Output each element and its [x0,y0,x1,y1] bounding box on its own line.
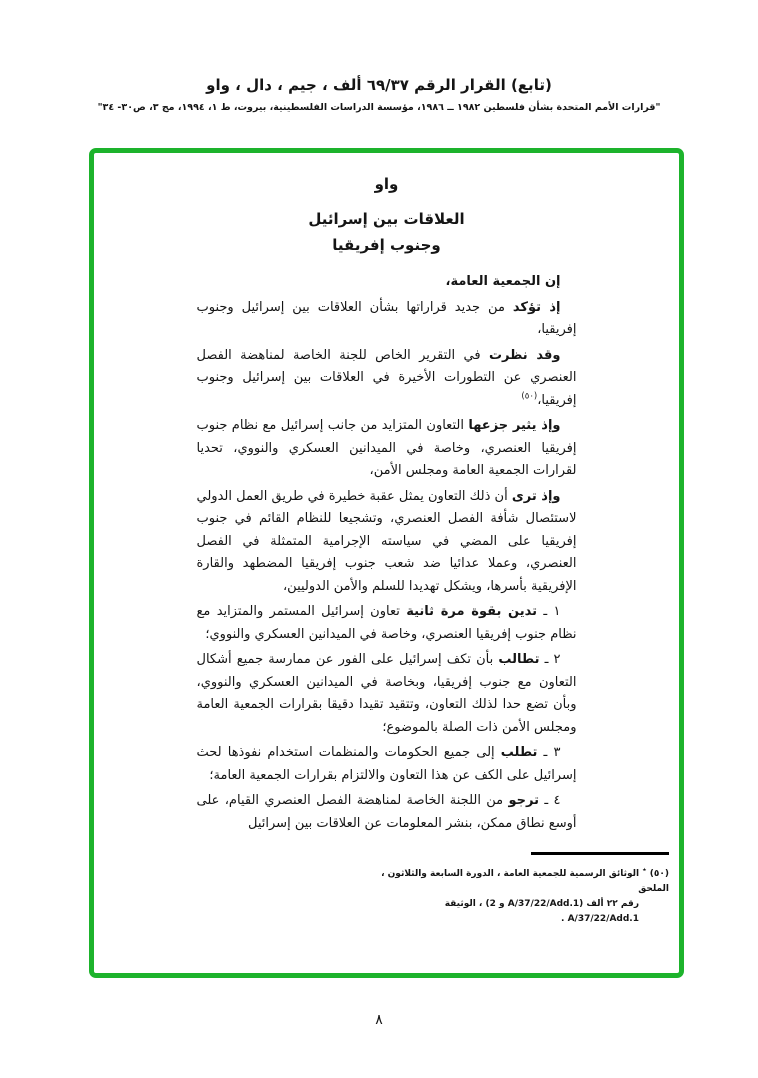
paragraph-lead: إذ تؤكد [512,299,561,315]
item-text: إلى جميع الحكومات والمنظمات استخدام نفوذها لحث إسرائيل على الكف عن هذا التعاون والالتزام بقرارات الجمعية العامة؛ [196,745,577,783]
resolution-body [197,271,577,835]
footnote-separator [531,852,669,855]
item-number: ٤ ـ [544,793,561,808]
preamble-paragraph-2 [197,345,577,413]
footnote [377,852,669,927]
item-lead: تطالب [498,652,540,667]
item-lead: تطلب [500,745,538,760]
section-title-line-2: وجنوب إفريقيا [332,236,441,254]
operative-item-2 [197,649,577,739]
item-text: من اللجنة الخاصة لمناهضة الفصل العنصري القيام، على أوسع نطاق ممكن، بنشر المعلومات عن العلاقات بين إسرائيل [196,793,577,831]
operative-item-1 [197,601,577,646]
item-number: ٣ ـ [543,745,561,760]
footnote-asterisk: ٭ [642,865,647,874]
paragraph-lead: وقد نظرت [488,347,561,363]
intro-line: إن الجمعية العامة، [445,274,561,289]
section-heading [197,175,577,258]
page-header [0,76,758,113]
footnote-line-1 [377,862,669,897]
paragraph-text: التعاون المتزايد من جانب إسرائيل مع نظام جنوب إفريقيا العنصري، وخاصة في الميدانين العسكري والنووي، تحديا لقرارات الجمعية العامة ومجلس الأمن، [196,418,577,478]
item-lead: تدين بقوة مرة ثانية [406,604,538,619]
section-title-line-1: العلاقات بين إسرائيل [308,210,465,228]
resolution-box [89,148,684,978]
footnote-line-2: رقم ٢٢ ألف (A/37/22/Add.1 و 2) ، الوثيقة A/37/22/Add.1 . [444,899,639,924]
resolution-title: (تابع) القرار الرقم ٦٩/٣٧ ألف ، جيم ، دال ، واو [206,76,552,94]
paragraph-lead: وإذ ترى [511,488,561,504]
source-citation: "قرارات الأمم المتحدة بشأن فلسطين ١٩٨٢ ــ ١٩٨٦، مؤسسة الدراسات الفلسطينية، بيروت، ط ١، ١٩٩٤، مج ٣، ص٣٠- ٣٤" [97,102,661,113]
preamble-paragraph-3 [197,415,577,483]
footnote-text: الوثائق الرسمية للجمعية العامة ، الدورة السابعة والثلاثون ، الملحق [381,869,669,894]
resolution-content [197,175,577,835]
item-text: بأن تكف إسرائيل على الفور عن ممارسة جميع أشكال التعاون مع جنوب إفريقيا، وبخاصة في الميدانين العسكري والنووي، وبأن تضع حدا لذلك التعاون، وتتقيد تقيدا دقيقا بقرارات الجمعية العامة ومجلس الأمن ذات الصلة بالموضوع؛ [196,652,577,735]
item-number: ١ ـ [543,604,561,619]
preamble-paragraph-4 [197,486,577,599]
paragraph-lead: وإذ يثير جزعها [468,418,561,433]
preamble-paragraph-1 [197,297,577,342]
item-text: تعاون إسرائيل المستمر والمتزايد مع نظام جنوب إفريقيا العنصري، وخاصة في الميدانين العسكري والنووي؛ [196,604,577,642]
paragraph-text: أن ذلك التعاون يمثل عقبة خطيرة في طريق العمل الدولي لاستئصال شأفة الفصل العنصري، وتشجيعا للنظام القائم في جنوب إفريقيا على المضي في سياسته الإجرامية المتمثلة في الفصل العنصري، وعملا عدائيا ضد شعب جنوب إفريقيا المضطهد والقارة الإفريقية بأسرها، ويشكل تهديدا للسلم والأمن الدوليين، [196,488,577,594]
item-number: ٢ ـ [544,652,561,667]
operative-item-3 [197,742,577,787]
section-letter: واو [374,175,399,193]
item-lead: ترجو [508,793,539,808]
page-number: ٨ [375,1012,383,1028]
paragraph-text: من جديد قراراتها بشأن العلاقات بين إسرائيل وجنوب إفريقيا، [196,299,577,337]
footnote-number: (٥٠) [649,869,669,879]
footnote-reference: (٥٠) [521,391,538,402]
paragraph-text: في التقرير الخاص للجنة الخاصة لمناهضة الفصل العنصري عن التطورات الأخيرة في العلاقات بين إسرائيل وجنوب إفريقيا، [196,347,577,408]
operative-item-4 [197,790,577,835]
